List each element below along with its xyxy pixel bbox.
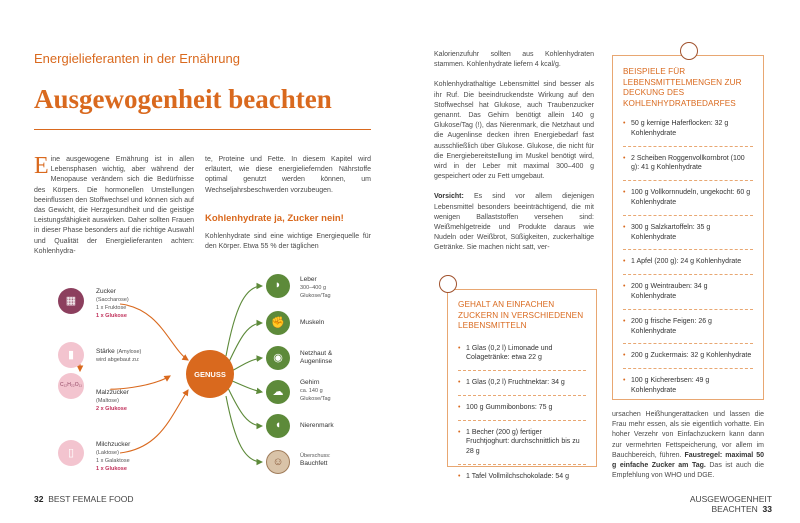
section-kicker: Energielieferanten in der Ernährung: [34, 51, 240, 66]
arrow-netzhaut: [230, 358, 262, 372]
maltose-formula: C₁₂H₂₂O₁₁: [60, 382, 82, 388]
carb-subhead: Kohlenhydrate ja, Zucker nein!: [205, 212, 344, 224]
arrow-bauchfett: [226, 396, 262, 462]
left-page-number: 32: [34, 494, 44, 504]
carb-item: • 100 g Kichererbsen: 49 g Kohlenhydrate: [623, 376, 753, 396]
arrow-gehirn: [230, 380, 262, 392]
netzhaut-label: Netzhaut & Augenlinse: [300, 350, 333, 365]
liver-icon: ◗: [266, 274, 290, 298]
leber-label: Leber 300–400 g Glukose/Tag: [300, 276, 331, 299]
sugar-content-box: [447, 289, 597, 481]
headline-rule: [34, 129, 371, 130]
bauchfett-label: Überschuss: Bauchfett: [300, 453, 331, 467]
middle-column: [434, 50, 594, 254]
chapter-title: AUSGEWOGENHEIT BEACHTEN: [689, 494, 772, 514]
sugar-item: • 1 Glas (0,2 l) Fruchtnektar: 34 g: [458, 378, 586, 388]
carb-item: • 200 g Weintrauben: 34 g Kohlenhydrate: [623, 282, 753, 302]
carb-item: • 200 g Zuckermais: 32 g Kohlenhydrate: [623, 351, 753, 361]
maltose-icon: [58, 373, 84, 399]
carb-item: • 2 Scheiben Roggenvollkornbrot (100 g): 41 g Kohlenhydrate: [623, 154, 753, 174]
carb-item: • 100 g Vollkornnudeln, ungekocht: 60 g Kohlenhydrate: [623, 188, 753, 208]
kidney-icon: ◖: [266, 414, 290, 438]
sugar-box-title: GEHALT AN EINFACHEN ZUCKERN IN VERSCHIEDENEN LEBENSMITTELN: [458, 300, 584, 330]
starch-icon: ▮: [58, 342, 84, 368]
sugar-item: • 1 Glas (0,2 l) Limonade und Colagetränke: etwa 22 g: [458, 344, 586, 364]
carb-box-list: [623, 119, 753, 396]
arrow-muskeln: [228, 323, 262, 364]
intro-text-continued: te, Proteine und Fette. In diesem Kapitel wird erläutert, wie diese energieliefernden Nährstoffe optimal genutzt werden können, um Wechseljahrsbeschwerden vorzubeugen.: [205, 156, 371, 194]
middle-para-3: Vorsicht: Es sind vor allem diejenigen Lebensmittel besonders beeinträchtigend, die mit wenigen Ballaststoffen versehen sind: Weißmehlgetreide und Produkte daraus wie Nudeln oder Weißbrot, Süßigkeiten, zuckerhaltige Getränke. Sie machen nicht satt, ver-: [434, 193, 594, 252]
drop-cap: E: [34, 153, 49, 179]
genuss-label: GENUSS: [194, 370, 226, 379]
middle-para-1: Kalorienzufuhr sollten aus Kohlenhydraten stammen. Kohlenhydrate liefern 4 kcal/g.: [434, 51, 594, 69]
brain-icon: ☁: [266, 380, 290, 404]
apple-icon: [439, 275, 457, 293]
carb-item: • 1 Apfel (200 g): 24 g Kohlenhydrate: [623, 257, 753, 267]
arrow-malz: [110, 376, 170, 389]
intro-column-2: [205, 155, 371, 252]
carb-item: • 200 g frische Feigen: 26 g Kohlenhydrate: [623, 317, 753, 337]
left-footer: [34, 494, 134, 504]
sugar-item: • 1 Becher (200 g) fertiger Fruchtjoghurt: durchschnittlich bis zu 28 g: [458, 428, 586, 457]
apple-icon: [680, 42, 698, 60]
arrow-nierenmark: [228, 388, 262, 426]
right-page-number: 33: [762, 504, 772, 514]
milk-icon: ▯: [58, 440, 84, 466]
right-column-text: ursachen Heißhungerattacken und lassen die Frau mehr essen, als sie eigentlich vorhatte. Ein hoher Verzehr von Einfachzuckern kann dann zur vermehrten Fettspeicherung, vor allem im Bauchbereich, führen. Faustregel: maximal 50 g einfache Zucker am Tag. Das ist auch die Empfehlung von WHO und DGE.: [612, 411, 764, 480]
staerke-label: Stärke (Amylose) wird abgebaut zu:: [96, 348, 142, 363]
middle-para-2: Kohlenhydrathaltige Lebensmittel sind besser als ihr Ruf. Die beeindruckendste Wirkung auf den Stoffwechsel hat Glukose, auch Traubenzucker genannt. Das Gehirn benötigt allein 140 g Glukose/Tag (!), das Nierenmark, die Netzhaut und die Augenlinse decken ihren Energiebedarf fast ausschließlich über Glukose. Glukose, die nicht für die Energiebereitstellung im Muskel benötigt wird, wird in der Leber mit maximal 300–400 g gespeichert oder zu Fett umgebaut.: [434, 81, 594, 181]
sugar-item: • 100 g Gummibonbons: 75 g: [458, 403, 586, 413]
zucker-icon: ▦: [58, 288, 84, 314]
zucker-label: Zucker (Saccharose) 1 x Fruktose 1 x Glukose: [96, 288, 129, 319]
milchzucker-label: Milchzucker (Laktose) 1 x Galaktose 1 x Glukose: [96, 441, 131, 472]
intro-text: ine ausgewogene Ernährung ist in allen Lebensphasen wichtig, aber während der Menopause verändern sich die Bedürfnisse des Körpers. Die hormonellen Umstellungen beeinflussen den Stoffwechsel und können sich auf das Gewicht, die Herzgesundheit und die geistige Leistungsfähigkeit auswirken. Daher sollten Frauen in dieser Phase besonders auf die richtige Auswahl und Qualität der Energielieferanten achten: Kohlenhydra-: [34, 156, 194, 255]
intro-column-1: [34, 155, 194, 257]
belly-icon: ☺: [266, 450, 290, 474]
malzzucker-label: Malzzucker (Maltose) 2 x Glukose: [96, 389, 129, 412]
eye-icon: ◉: [266, 346, 290, 370]
carb-box-title: BEISPIELE FÜR LEBENSMITTELMENGEN ZUR DECKUNG DES KOHLENHYDRATBEDARFES: [623, 67, 742, 108]
nierenmark-label: Nierenmark: [300, 422, 334, 429]
gehirn-label: Gehirn ca. 140 g Glukose/Tag: [300, 379, 331, 402]
carb-amounts-box: [612, 55, 764, 400]
book-title: BEST FEMALE FOOD: [48, 494, 134, 504]
carb-item: • 300 g Salzkartoffeln: 35 g Kohlenhydrate: [623, 223, 753, 243]
page-headline: Ausgewogenheit beachten: [34, 84, 332, 114]
right-footer: [628, 494, 772, 514]
sugar-box-list: [458, 344, 586, 482]
carb-intro-text: Kohlenhydrate sind eine wichtige Energiequelle für den Körper. Etwa 55 % der täglichen: [205, 232, 371, 251]
arrow-leber: [226, 286, 262, 356]
muscle-icon: ✊: [266, 311, 290, 335]
sugar-item: • 1 Tafel Vollmilchschokolade: 54 g: [458, 472, 586, 482]
muskeln-label: Muskeln: [300, 319, 325, 326]
carb-item: • 50 g kernige Haferflocken: 32 g Kohlenhydrate: [623, 119, 753, 139]
